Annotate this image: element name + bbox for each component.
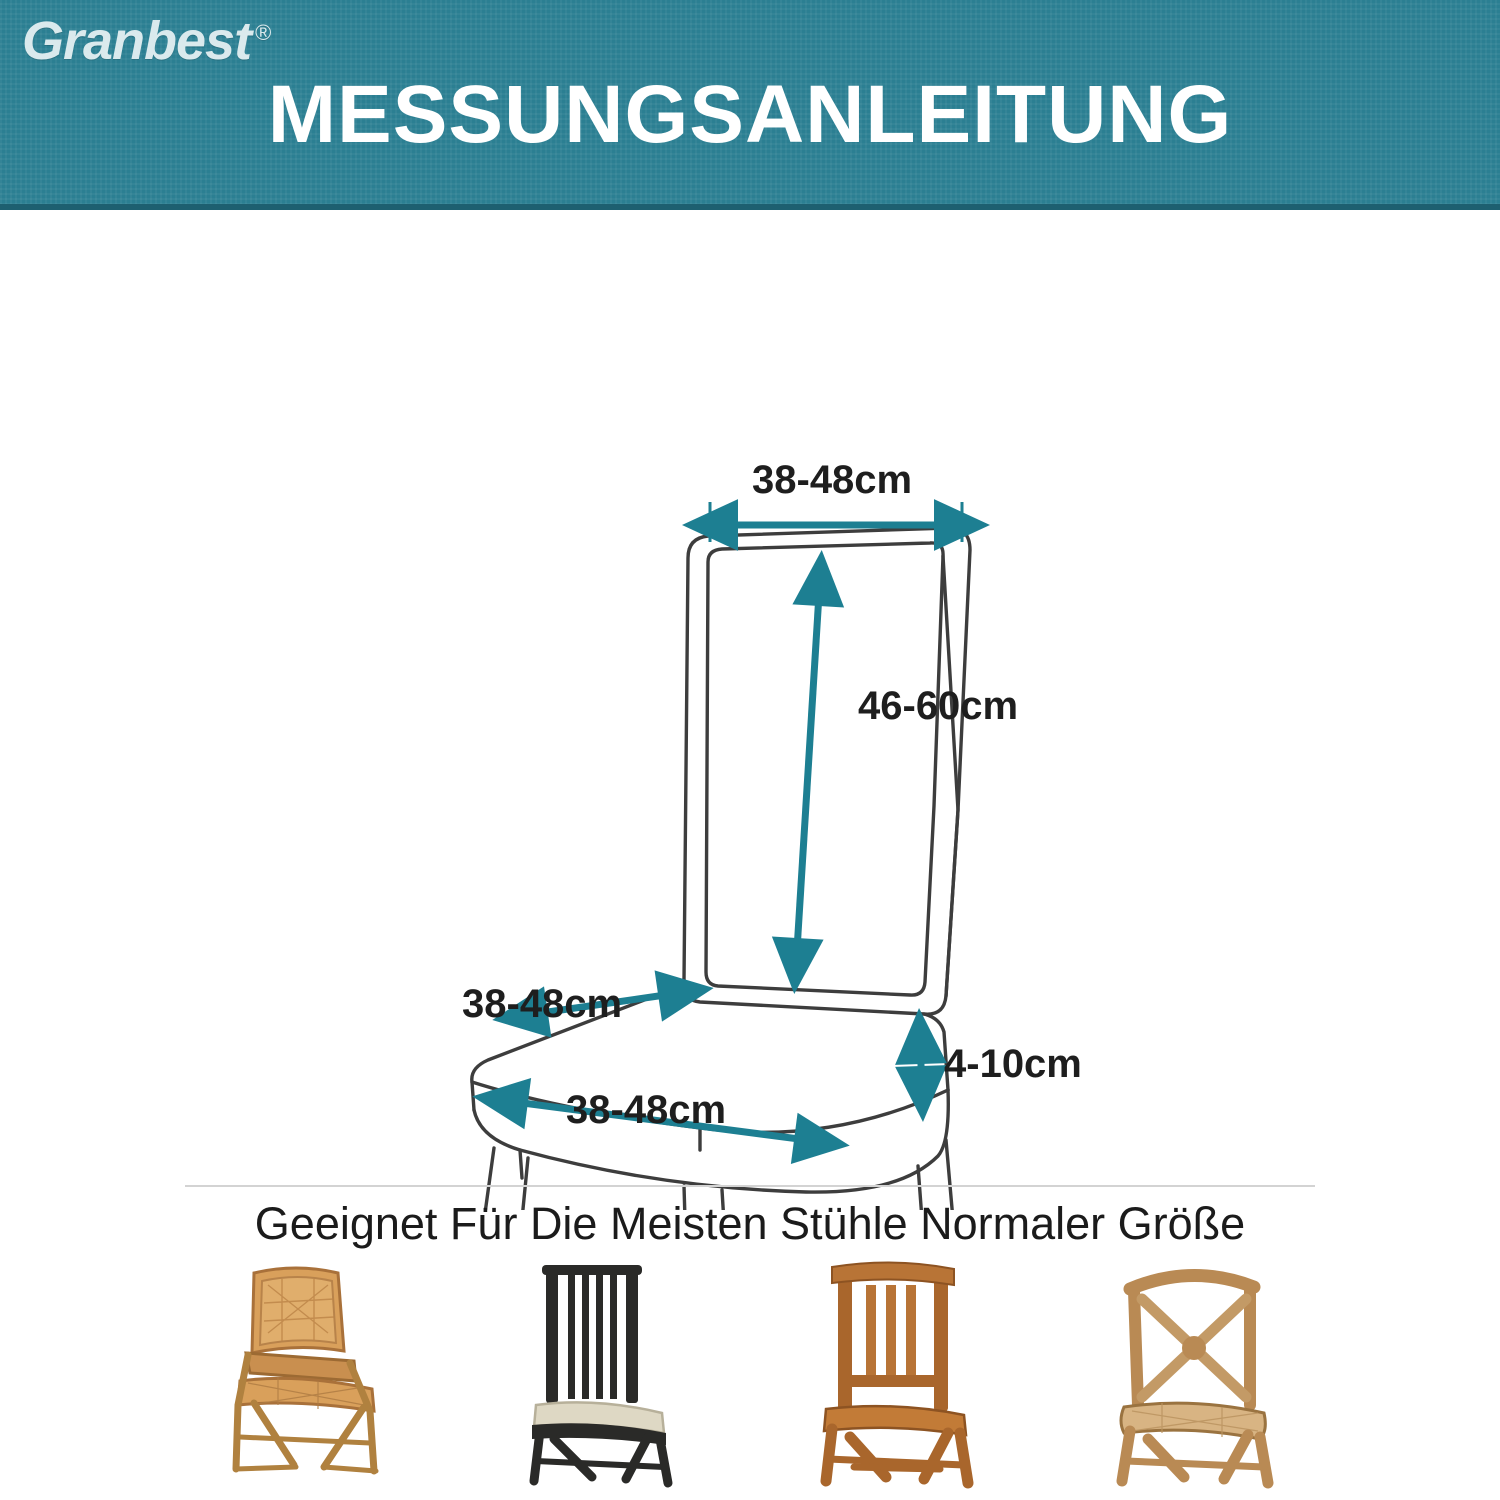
- dimension-backrest-width: 38-48cm: [752, 458, 913, 502]
- compatibility-caption: Geeignet Für Die Meisten Stühle Normaler Größe: [254, 1198, 1246, 1249]
- compatible-chair-gallery: [0, 1255, 1500, 1490]
- brand-logo: [22, 10, 270, 72]
- brand-name: Granbest: [22, 11, 252, 71]
- dimension-seat-width: 38-48cm: [566, 1088, 727, 1132]
- page-title: MESSUNGSANLEITUNG: [267, 69, 1233, 160]
- chair-thumbnail-banquet: [178, 1255, 428, 1490]
- chair-thumbnail-oak-mission: [774, 1255, 1024, 1490]
- dimension-backrest-height: 46-60cm: [858, 684, 1019, 728]
- registered-mark: ®: [255, 20, 271, 45]
- chair-thumbnail-cross-back: [1072, 1255, 1322, 1490]
- measurement-diagram: [0, 210, 1500, 1210]
- cross-back-chair-icon: [1072, 1255, 1322, 1490]
- dimension-seat-depth: 38-48cm: [462, 982, 623, 1026]
- oak-mission-chair-icon: [774, 1255, 1024, 1490]
- chair-outline-drawing: [0, 210, 1500, 1210]
- banquet-chair-icon: [178, 1255, 428, 1490]
- dimension-seat-thickness: 4-10cm: [944, 1042, 1082, 1086]
- section-divider: [185, 1185, 1315, 1187]
- black-slat-chair-icon: [476, 1255, 726, 1490]
- chair-thumbnail-black-slat: [476, 1255, 726, 1490]
- header-banner: [0, 0, 1500, 210]
